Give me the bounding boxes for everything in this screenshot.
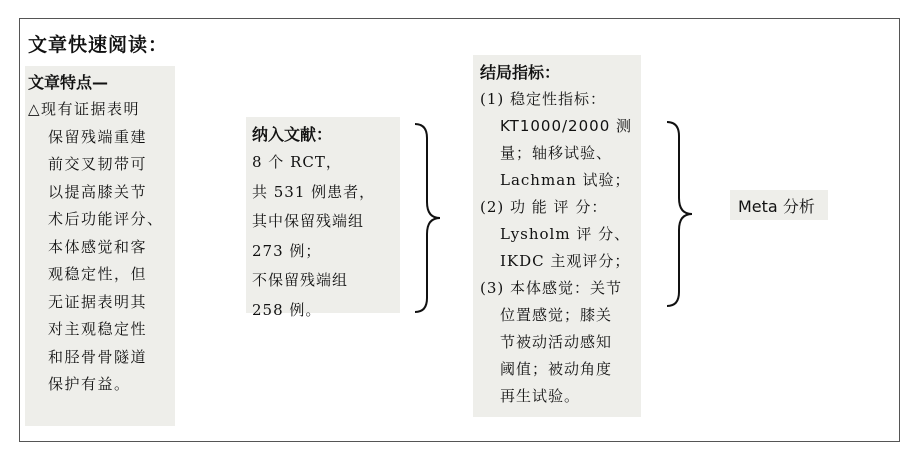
inclusion-line: 共 531 例患者， [252,182,376,201]
outcome-line: KT1000/2000 测 [500,117,633,135]
outcome-line: (1) 稳定性指标： [480,90,607,108]
left-brace-path [415,124,440,312]
outcome-line: 量；轴移试验、 [500,144,613,162]
outcome-line: IKDC 主观评分； [500,252,631,270]
inclusion-line: 其中保留残端组 [252,212,365,230]
meta-analysis-label: Meta 分析 [738,197,815,216]
features-line: 前交叉韧带可 [48,155,148,173]
outcome-heading: 结局指标： [480,63,561,82]
meta-analysis-box [730,190,828,220]
outcome-line: 再生试验。 [500,387,581,405]
features-line: 无证据表明其 [48,292,148,311]
features-line: 观稳定性，但 [48,265,148,283]
features-line: 保留残端重建 [48,127,148,146]
article-features-box [25,66,175,426]
inclusion-line: 258 例。 [252,300,322,319]
features-line: 和胫骨骨隧道 [48,347,148,366]
outcome-line: 节被动活动感知 [500,333,613,351]
inclusion-line: 273 例； [252,241,322,260]
outcome-line: (2) 功 能 评 分： [480,198,608,216]
right-brace-path [667,122,692,306]
inclusion-line: 8 个 RCT， [252,153,342,171]
features-line: △现有证据表明 [28,100,141,118]
outcome-line: 位置感觉；膝关 [500,306,613,324]
outcome-indicators-box [473,55,641,417]
included-literature-box [246,117,400,319]
features-line: 保护有益。 [48,375,131,393]
outcome-line: (3) 本体感觉：关节 [480,279,623,297]
inclusion-line: 不保留残端组 [252,271,349,289]
features-line: 以提高膝关节 [48,182,148,201]
features-line: 本体感觉和客 [48,237,148,256]
features-line: 对主观稳定性 [48,320,148,338]
page-title: 文章快速阅读： [28,34,169,56]
outcome-line: 阈值；被动角度 [500,360,613,378]
features-heading: 文章特点— [28,73,109,92]
inclusion-heading: 纳入文献： [252,125,333,144]
features-line: 术后功能评分、 [48,210,164,228]
outcome-line: Lysholm 评 分、 [500,225,631,243]
outcome-line: Lachman 试验； [500,171,631,189]
left-brace [413,122,443,314]
right-brace [665,120,695,308]
